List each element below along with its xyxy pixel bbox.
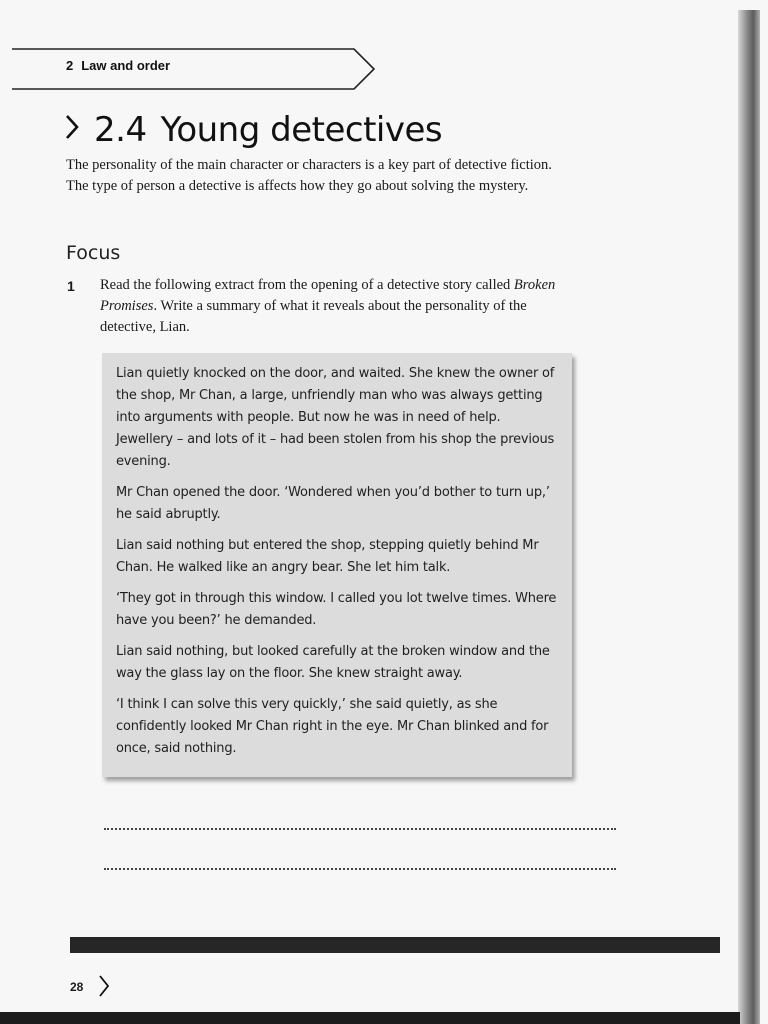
chevron-right-icon bbox=[64, 110, 80, 150]
chapter-number: 2 bbox=[66, 58, 74, 73]
chapter-label bbox=[66, 58, 170, 73]
story-extract-box bbox=[102, 353, 572, 777]
extract-paragraph: Lian said nothing but entered the shop, stepping quietly behind Mr Chan. He walked like an angry bear. She let him talk. bbox=[116, 538, 539, 575]
section-title: Young detectives bbox=[160, 110, 443, 150]
page-number: 28 bbox=[70, 980, 84, 994]
story-title: Broken Promises bbox=[100, 277, 556, 314]
extract-paragraph: Lian said nothing, but looked carefully at the broken window and the way the glass lay on the floor. She knew straight away. bbox=[116, 644, 550, 681]
chevron-right-icon bbox=[98, 974, 110, 1003]
answer-line[interactable] bbox=[104, 828, 616, 830]
page-spine-edge bbox=[738, 10, 760, 1024]
extract-paragraph: Lian quietly knocked on the door, and waited. She knew the owner of the shop, Mr Chan, a large, unfriendly man who was always getting into arguments with people. But now he was in need of help. Jewellery – and lots of it – had been stolen from his shop the previous evening. bbox=[116, 366, 555, 469]
task-instruction bbox=[100, 275, 568, 338]
extract-paragraph: Mr Chan opened the door. ‘Wondered when you’d bother to turn up,’ he said abruptly. bbox=[116, 485, 550, 522]
section-heading bbox=[64, 100, 442, 160]
chapter-header-tab bbox=[12, 47, 376, 91]
focus-heading: Focus bbox=[66, 242, 121, 264]
intro-paragraph: The personality of the main character or characters is a key part of detective fiction. The type of person a detective is affects how they go about solving the mystery. bbox=[66, 157, 552, 194]
task-text-before: Read the following extract from the opening of a detective story called bbox=[100, 277, 514, 293]
chapter-title: Law and order bbox=[81, 58, 171, 73]
task-text-after: . Write a summary of what it reveals about the personality of the detective, Lian. bbox=[100, 298, 527, 335]
task-number: 1 bbox=[67, 278, 75, 294]
section-number: 2.4 bbox=[94, 110, 147, 150]
footer-rule bbox=[70, 937, 720, 953]
extract-paragraph: ‘They got in through this window. I called you lot twelve times. Where have you been?’ he demanded. bbox=[116, 591, 557, 628]
answer-line[interactable] bbox=[104, 868, 616, 870]
extract-paragraph: ‘I think I can solve this very quickly,’ she said quietly, as she confidently looked Mr Chan right in the eye. Mr Chan blinked and for once, said nothing. bbox=[116, 697, 549, 756]
bottom-scan-edge bbox=[0, 1012, 740, 1024]
